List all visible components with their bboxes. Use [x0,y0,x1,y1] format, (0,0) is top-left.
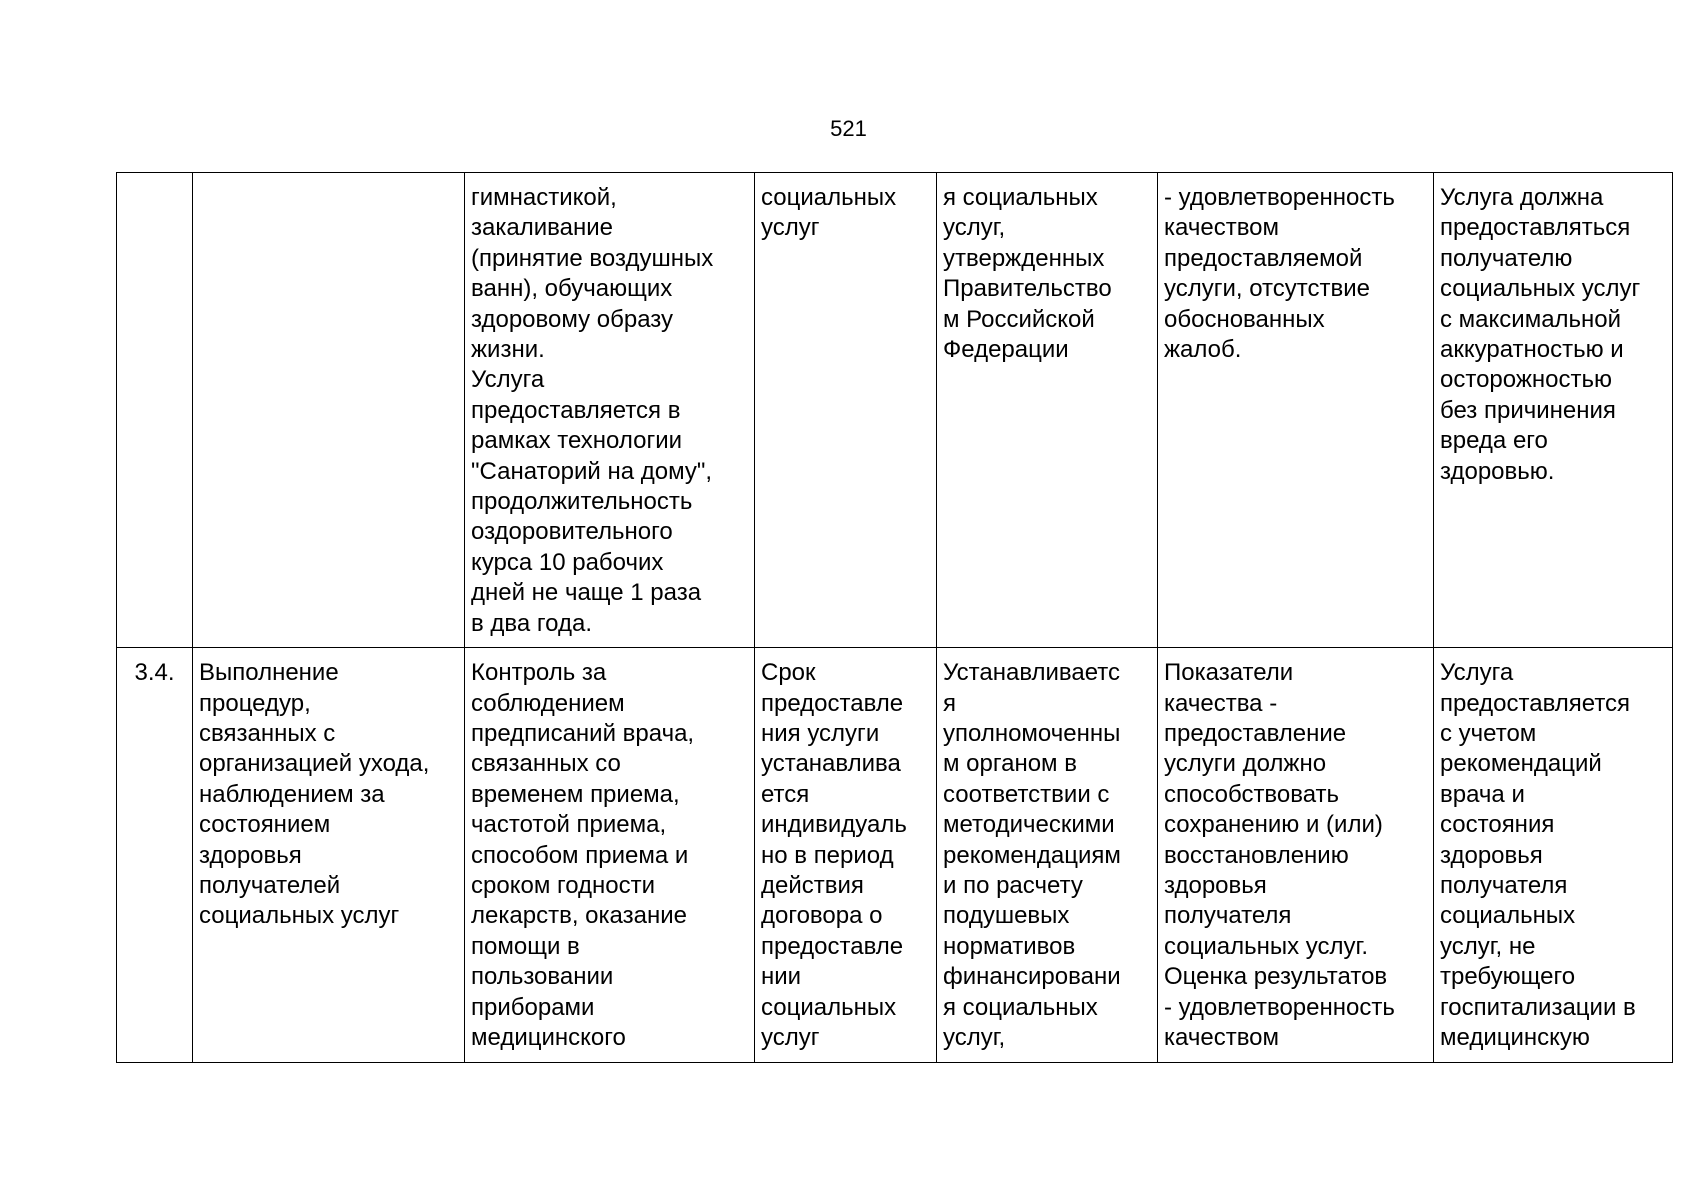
cell-text-line: Выполнение [199,659,339,687]
cell-text-line: предоставляемой [1164,244,1363,272]
cell-text-line: услуг [761,214,820,242]
cell-text-line: подушевых [943,902,1070,930]
cell-text-line: дней не чаще 1 раза [471,579,702,607]
cell-text-line: курса 10 рабочих [471,548,664,576]
services-table [116,172,1673,1063]
cell-text-line: наблюдением за [199,780,385,808]
cell-text-line: ется [761,780,810,808]
cell-text-line: госпитализации в [1440,993,1636,1021]
cell-text-line: получателю [1440,244,1573,272]
cell-text-line: Услуга [1440,659,1514,687]
cell-text-line: Показатели [1164,659,1294,687]
cell-text-line: оздоровительного [471,518,673,546]
cell-text-line: получателей [199,871,341,899]
cell-text-line: жалоб. [1164,336,1242,364]
service-term-cell [755,648,937,1063]
cell-text-line: предоставляется в [471,396,681,424]
service-name-cell [193,173,465,648]
cell-text-line: договора о [761,902,883,930]
cell-text-line: гимнастикой, [471,184,617,211]
cell-text-line: методическими [943,811,1115,839]
cell-text-line: связанных с [199,719,336,747]
cell-text-line: услуг, [943,1023,1006,1051]
cell-text-line: услуг [761,1023,820,1051]
cell-text-line: здоровому образу [471,305,674,333]
cell-text-line: получателя [1440,871,1568,899]
cell-text-line: требующего [1440,963,1576,991]
cell-text-line: процедур, [199,689,311,717]
cell-text-line: я [943,689,956,717]
cell-text-line: аккуратностью и [1440,336,1624,364]
cell-text-line: "Санаторий на дому", [471,457,713,485]
cell-text-line: социальных услуг. [1164,932,1369,960]
cell-text-line: без причинения [1440,396,1616,424]
financing-norms-cell [937,173,1158,648]
cell-text-line: услуги, отсутствие [1164,275,1370,303]
cell-text-line: Услуга должна [1440,184,1604,211]
service-conditions-cell [1434,648,1673,1063]
cell-text-line: я социальных [943,184,1098,211]
cell-text-line: лекарств, оказание [471,902,687,930]
cell-text-line: помощи в [471,932,580,960]
cell-text-line: соответствии с [943,780,1110,808]
cell-text-line: медицинскую [1440,1023,1590,1051]
service-term-cell [755,173,937,648]
cell-text-line: ния услуги [761,719,880,747]
cell-text-line: предоставление [1164,719,1347,747]
cell-text-line: рекомендаций [1440,750,1602,778]
cell-text-line: закаливание [471,214,613,242]
cell-text-line: сроком годности [471,871,656,899]
cell-text-line: - удовлетворенность [1164,993,1395,1021]
cell-text-line: продолжительность [471,488,693,516]
table-row [117,648,1673,1063]
cell-text-line: предписаний врача, [471,719,695,747]
cell-text-line: соблюдением [471,689,625,717]
cell-text-line: здоровья [1440,841,1543,869]
cell-text-line: Федерации [943,336,1069,364]
cell-text-line: качества - [1164,689,1278,717]
cell-text-line: жизни. [471,336,545,364]
cell-text-line: утвержденных [943,244,1105,272]
cell-text-line: временем приема, [471,780,680,808]
cell-text-line: связанных со [471,750,621,778]
cell-text-line: вреда его [1440,427,1548,455]
cell-text-line: Контроль за [471,659,607,687]
cell-text-line: врача и [1440,780,1525,808]
cell-text-line: здоровья [1164,871,1267,899]
cell-text-line: состоянием [199,811,331,839]
cell-text-line: действия [761,871,864,899]
service-description-cell [465,648,755,1063]
cell-text-line: Устанавливаетс [943,659,1121,687]
cell-text-line: предоставляться [1440,214,1631,242]
cell-text-line: Услуга [471,366,545,394]
cell-text-line: социальных [1440,902,1576,930]
cell-text-line: качеством [1164,1023,1280,1051]
cell-text-line: с учетом [1440,719,1537,747]
cell-text-line: (принятие воздушных [471,244,714,272]
cell-text-line: услуг, не [1440,932,1536,960]
cell-text-line: ванн), обучающих [471,275,673,303]
cell-text-line: обоснованных [1164,305,1325,333]
table-row [117,173,1673,648]
cell-text-line: нии [761,963,802,991]
cell-text-line: с максимальной [1440,305,1622,333]
cell-text-line: я социальных [943,993,1098,1021]
cell-text-line: способствовать [1164,780,1340,808]
cell-text-line: индивидуаль [761,811,907,839]
service-description-cell [465,173,755,648]
cell-text-line: и по расчету [943,871,1083,899]
page-number: 521 [830,116,867,141]
cell-text-line: сохранению и (или) [1164,811,1383,839]
cell-text-line: Правительство [943,275,1112,303]
cell-text-line: Оценка результатов [1164,963,1388,991]
cell-text-line: приборами [471,993,595,1021]
cell-text-line: социальных [761,184,897,211]
cell-text-line: устанавлива [761,750,901,778]
cell-text-line: социальных [761,993,897,1021]
cell-text-line: - удовлетворенность [1164,184,1395,211]
cell-text-line: организацией ухода, [199,750,430,778]
service-name-cell [193,648,465,1063]
cell-text-line: м Российской [943,305,1095,333]
cell-text-line: способом приема и [471,841,689,869]
row-number-cell [117,648,193,1063]
cell-text-line: пользовании [471,963,614,991]
cell-text-line: 3.4. [134,659,175,687]
cell-text-line: предоставле [761,689,904,717]
cell-text-line: качеством [1164,214,1280,242]
cell-text-line: но в период [761,841,894,869]
cell-text-line: медицинского [471,1023,626,1051]
cell-text-line: социальных услуг [199,902,400,930]
cell-text-line: предоставляется [1440,689,1631,717]
cell-text-line: восстановлению [1164,841,1349,869]
cell-text-line: в два года. [471,609,592,637]
cell-text-line: услуг, [943,214,1006,242]
cell-text-line: состояния [1440,811,1555,839]
cell-text-line: здоровью. [1440,457,1555,485]
cell-text-line: социальных услуг [1440,275,1641,303]
cell-text-line: финансировани [943,963,1121,991]
cell-text-line: м органом в [943,750,1077,778]
row-number-cell [117,173,193,648]
quality-indicators-cell [1158,173,1434,648]
cell-text-line: здоровья [199,841,302,869]
service-conditions-cell [1434,173,1673,648]
cell-text-line: предоставле [761,932,904,960]
cell-text-line: рекомендациям [943,841,1121,869]
cell-text-line: осторожностью [1440,366,1612,394]
quality-indicators-cell [1158,648,1434,1063]
cell-text-line: услуги должно [1164,750,1327,778]
cell-text-line: уполномоченны [943,719,1121,747]
cell-text-line: получателя [1164,902,1292,930]
cell-text-line: нормативов [943,932,1076,960]
cell-text-line: частотой приема, [471,811,667,839]
financing-norms-cell [937,648,1158,1063]
cell-text-line: рамках технологии [471,427,683,455]
cell-text-line: Срок [761,659,816,687]
